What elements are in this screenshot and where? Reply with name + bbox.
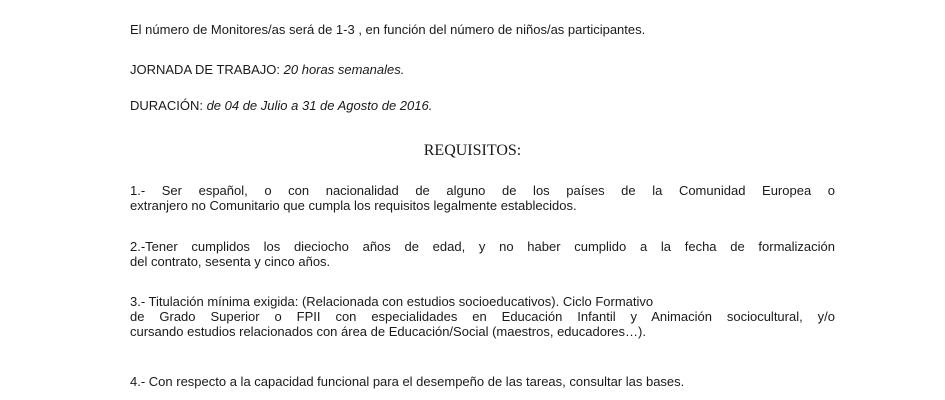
requisito-3-line-2: de Grado Superior o FPII con especialidades en Educación Infantil y Animación sociocultural, y/o <box>130 309 835 324</box>
jornada-label: JORNADA DE TRABAJO: <box>130 62 284 77</box>
duracion-line <box>130 98 432 113</box>
requisito-4 <box>130 374 835 389</box>
requisito-1 <box>130 183 835 213</box>
requisito-4-line-1: 4.- Con respecto a la capacidad funcional para el desempeño de las tareas, consultar las bases. <box>130 374 685 389</box>
requisito-1-line-1: 1.- Ser español, o con nacionalidad de alguno de los países de la Comunidad Europea o <box>130 183 835 198</box>
requisito-2-line-1: 2.-Tener cumplidos los dieciocho años de edad, y no haber cumplido a la fecha de formalización <box>130 239 835 254</box>
duracion-label: DURACIÓN: <box>130 98 207 113</box>
monitores-line: El número de Monitores/as será de 1-3 , en función del número de niños/as participantes. <box>130 22 646 37</box>
requisitos-heading: REQUISITOS: <box>423 142 522 159</box>
jornada-line <box>130 62 404 77</box>
requisito-3-line-3: cursando estudios relacionados con área de Educación/Social (maestros, educadores…). <box>130 324 646 339</box>
requisito-2-line-2: del contrato, sesenta y cinco años. <box>130 254 331 269</box>
jornada-value: 20 horas semanales. <box>283 62 405 77</box>
duracion-value: de 04 de Julio a 31 de Agosto de 2016. <box>206 98 433 113</box>
requisito-2 <box>130 239 835 269</box>
requisito-3-line-1: 3.- Titulación mínima exigida: (Relacionada con estudios socioeducativos). Ciclo Formativo <box>130 294 654 309</box>
requisito-3 <box>130 294 835 339</box>
requisito-1-line-2: extranjero no Comunitario que cumpla los requisitos legalmente establecidos. <box>130 198 577 213</box>
